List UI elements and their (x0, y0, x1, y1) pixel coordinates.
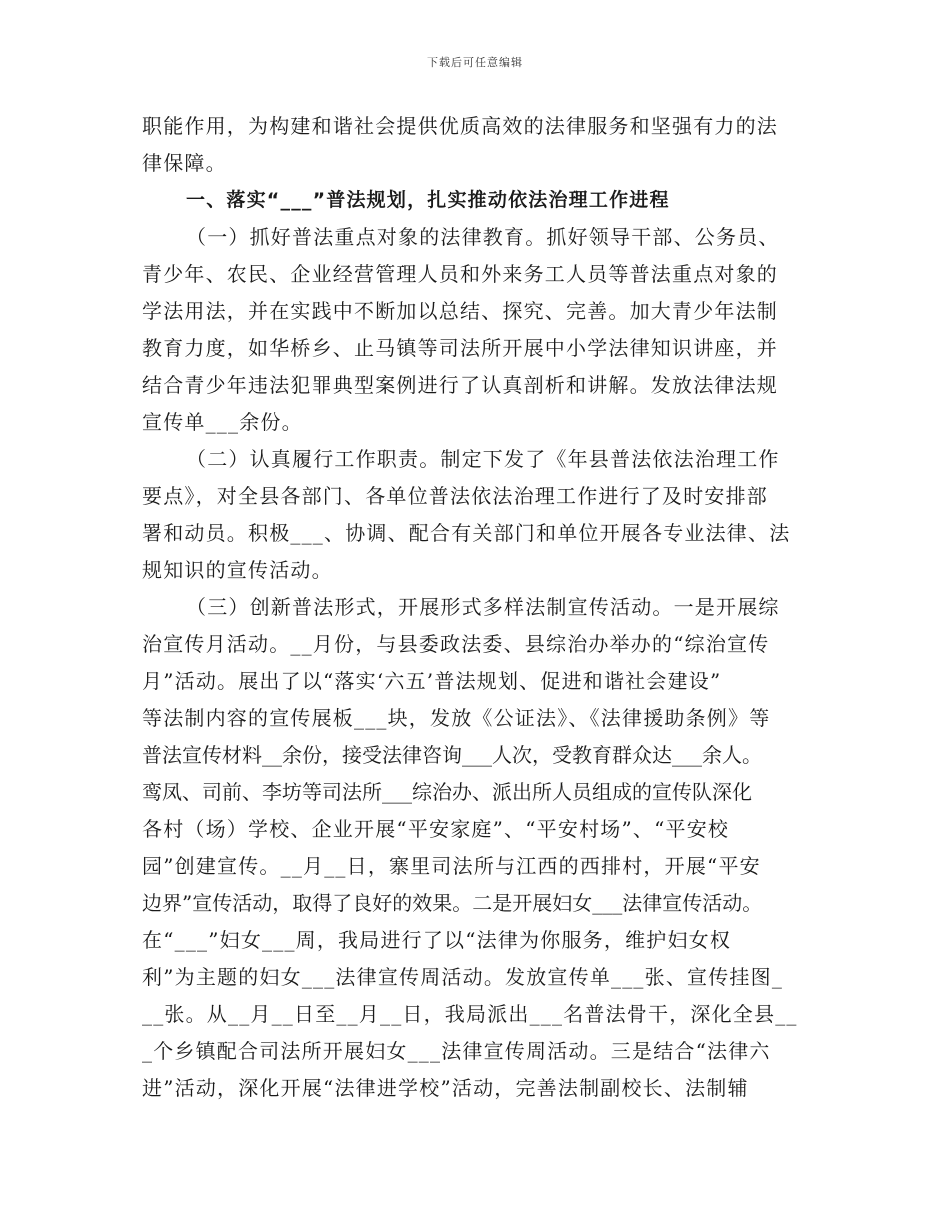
body-line: 结合青少年违法犯罪典型案例进行了认真剖析和讲解。发放法律法规 (142, 373, 778, 397)
body-line: 边界”宣传活动，取得了良好的效果。二是开展妇女___法律宣传活动。 (142, 891, 763, 915)
body-line: 各村（场）学校、企业开展“平安家庭”、“平安村场”、“平安校 (142, 817, 730, 841)
document-body (142, 108, 832, 1107)
body-line: 治宣传月活动。__月份，与县委政法委、县综治办举办的“综治宣传 (142, 632, 770, 656)
body-line: 署和动员。积极___、协调、配合有关部门和单位开展各专业法律、法 (142, 521, 791, 545)
section-heading: 一、落实“___”普法规划，扎实推动依法治理工作进程 (186, 189, 670, 211)
body-line: 要点》，对全县各部门、各单位普法依法治理工作进行了及时安排部 (142, 484, 768, 508)
body-line: _个乡镇配合司法所开展妇女___法律宣传周活动。三是结合“法律六 (142, 1039, 771, 1063)
page-header: 下载后可任意编辑 (427, 56, 523, 69)
body-line: 普法宣传材料__余份，接受法律咨询___人次，受教育群众达___余人。 (142, 743, 762, 767)
body-line: 教育力度，如华桥乡、止马镇等司法所开展中小学法律知识讲座，并 (142, 336, 778, 360)
body-line: 进”活动，深化开展“法律进学校”活动，完善法制副校长、法制辅 (142, 1076, 749, 1100)
body-line: 宣传单___余份。 (142, 410, 303, 434)
body-line: 园”创建宣传。__月__日，寨里司法所与江西的西排村，开展“平安 (142, 854, 761, 878)
body-line: 职能作用，为构建和谐社会提供优质高效的法律服务和坚强有力的法 (142, 114, 778, 138)
body-line: 月”活动。展出了以“落实‘六五’普法规划、促进和谐社会建设” (142, 669, 722, 693)
paragraph-start: （三）创新普法形式，开展形式多样法制宣传活动。一是开展综 (186, 595, 780, 619)
body-line: 学法用法，并在实践中不断加以总结、探究、完善。加大青少年法制 (142, 299, 778, 323)
body-line: 在“___”妇女___周，我局进行了以“法律为你服务，维护妇女权 (142, 928, 732, 952)
body-line: 律保障。 (142, 151, 227, 175)
body-line: __张。从__月__日至__月__日，我局派出___名普法骨干，深化全县__ (142, 1002, 798, 1026)
body-line: 等法制内容的宣传展板___块，发放《公证法》、《法律援助条例》等 (142, 706, 771, 730)
body-line: 鸾凤、司前、李坊等司法所___综治办、派出所人员组成的宣传队深化 (142, 780, 752, 804)
paragraph-start: （二）认真履行工作职责。制定下发了《年县普法依法治理工作 (186, 447, 780, 471)
body-line: 规知识的宣传活动。 (142, 558, 333, 582)
body-line: 青少年、农民、企业经营管理人员和外来务工人员等普法重点对象的 (142, 262, 778, 286)
paragraph-start: （一）抓好普法重点对象的法律教育。抓好领导干部、公务员、 (186, 225, 780, 249)
body-line: 利”为主题的妇女___法律宣传周活动。发放宣传单___张、宣传挂图_ (142, 965, 784, 989)
